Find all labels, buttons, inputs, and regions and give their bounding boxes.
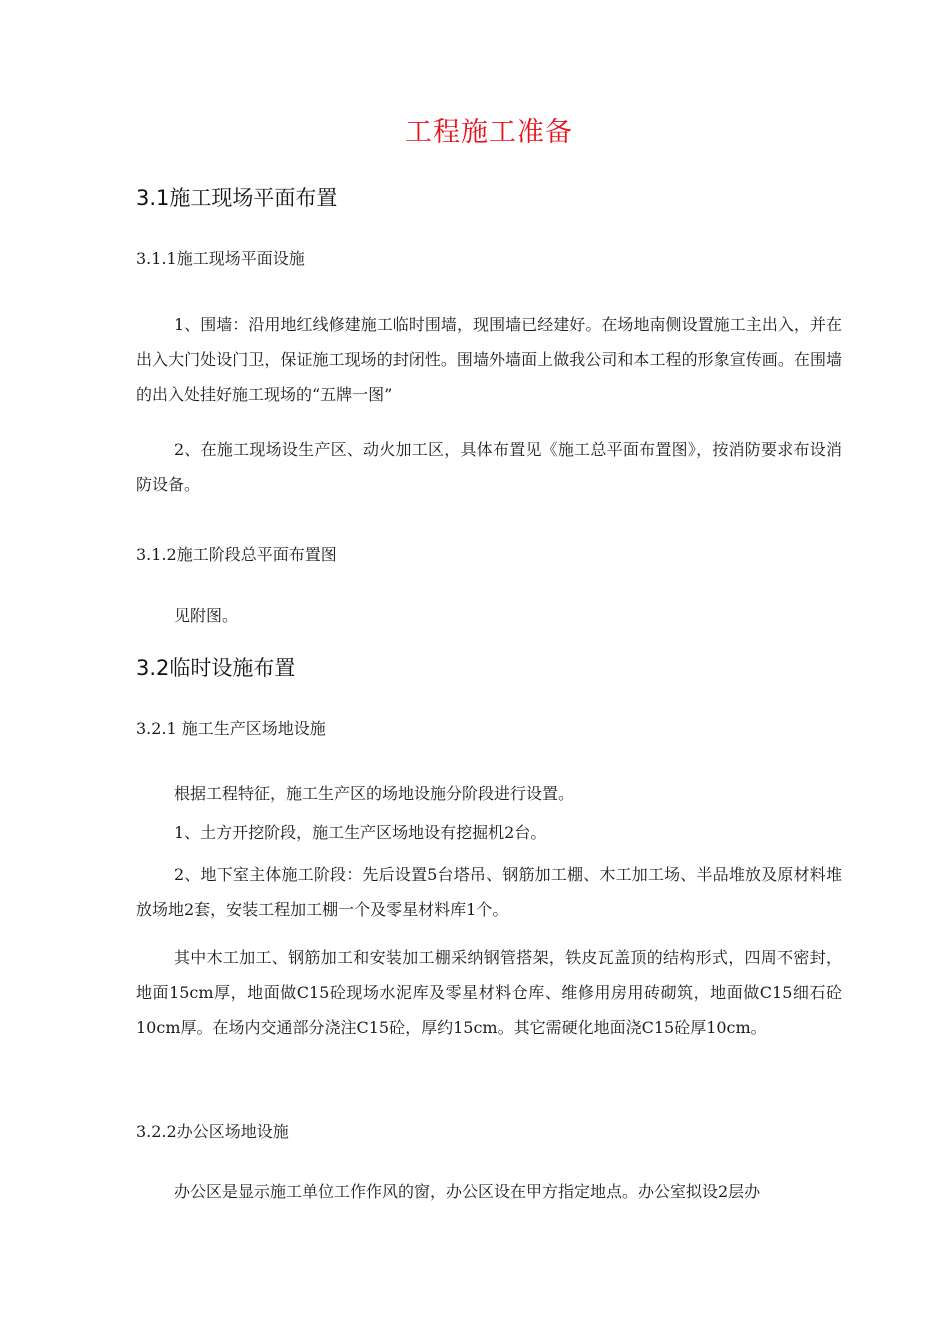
document-title: 工程施工准备 [405, 117, 573, 148]
paragraph: 2、地下室主体施工阶段：先后设置5台塔吊、钢筋加工棚、木工加工场、半品堆放及原材料堆放场地2套，安装工程加工棚一个及零星材料库1个。 [136, 865, 842, 919]
paragraph: 办公区是显示施工单位工作作风的窗，办公区设在甲方指定地点。办公室拟设2层办 [174, 1182, 761, 1201]
paragraph: 根据工程特征，施工生产区的场地设施分阶段进行设置。 [174, 784, 575, 803]
paragraph: 其中木工加工、钢筋加工和安装加工棚采纳钢管搭架，铁皮瓦盖顶的结构形式，四周不密封，地面15cm厚，地面做C15砼现场水泥库及零星材料仓库、维修用房用砖砌筑，地面做C15细石砼10cm厚。在场内交通部分浇注C15砼，厚约15cm。其它需硬化地面浇C15砼厚10cm。 [136, 948, 842, 1037]
section-heading-3-2: 3.2临时设施布置 [136, 656, 296, 680]
subsection-heading-3-2-1: 3.2.1 施工生产区场地设施 [136, 719, 326, 738]
paragraph: 1、土方开挖阶段，施工生产区场地设有挖掘机2台。 [174, 823, 547, 842]
paragraph: 见附图。 [174, 606, 239, 625]
section-heading-3-1: 3.1施工现场平面布置 [136, 186, 338, 210]
paragraph: 1、围墙：沿用地红线修建施工临时围墙，现围墙已经建好。在场地南侧设置施工主出入，并在出入大门处设门卫，保证施工现场的封闭性。围墙外墙面上做我公司和本工程的形象宣传画。在围墙的出入处挂好施工现场的“五牌一图” [136, 315, 842, 404]
subsection-heading-3-1-2: 3.1.2施工阶段总平面布置图 [136, 545, 337, 564]
subsection-heading-3-1-1: 3.1.1施工现场平面设施 [136, 249, 305, 268]
subsection-heading-3-2-2: 3.2.2办公区场地设施 [136, 1122, 289, 1141]
paragraph: 2、在施工现场设生产区、动火加工区，具体布置见《施工总平面布置图》，按消防要求布设消防设备。 [136, 440, 842, 494]
